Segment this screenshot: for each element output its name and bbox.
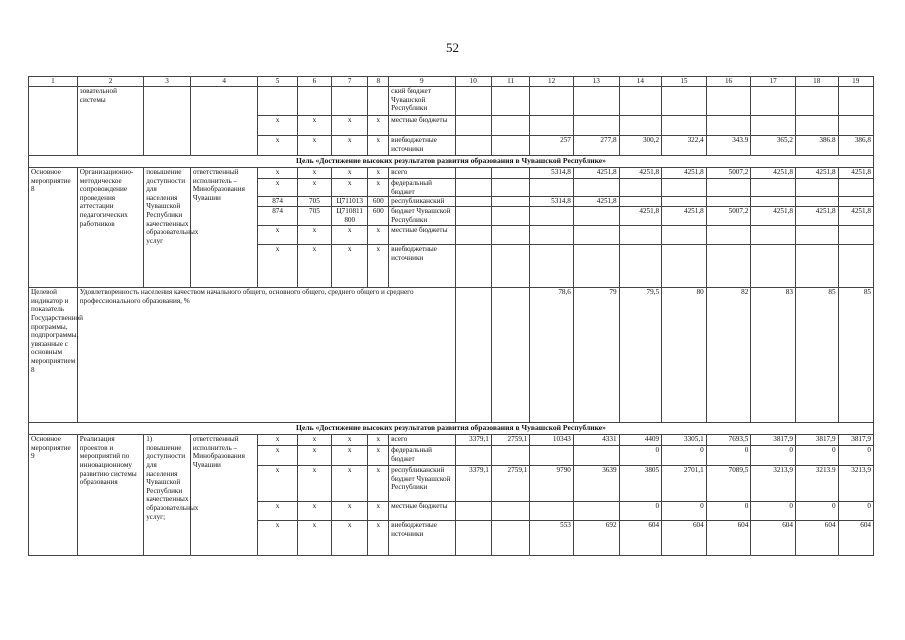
value-cell: 2759,1 <box>491 466 529 502</box>
indicator-value: 82 <box>706 288 751 423</box>
value-cell <box>573 245 619 288</box>
value-cell <box>491 226 529 245</box>
value-cell <box>619 179 662 197</box>
value-cell: 0 <box>619 502 662 521</box>
value-cell: 4251,8 <box>619 168 662 179</box>
goal-title: Цель «Достижение высоких результатов развития образования в Чувашской Республике» <box>29 423 874 435</box>
code-cell: x <box>368 502 389 521</box>
code-cell: x <box>368 179 389 197</box>
value-cell <box>751 87 796 116</box>
funding-source: внебюджетные источники <box>389 136 455 156</box>
code-cell: x <box>368 245 389 288</box>
code-cell: x <box>332 521 368 556</box>
code-cell: x <box>297 446 331 466</box>
program-table <box>28 76 874 556</box>
value-cell: 4409 <box>619 435 662 446</box>
value-cell <box>491 136 529 156</box>
value-cell <box>573 179 619 197</box>
value-cell <box>455 288 491 423</box>
value-cell: 0 <box>662 446 707 466</box>
value-cell <box>491 87 529 116</box>
value-cell <box>455 226 491 245</box>
value-cell: 0 <box>619 446 662 466</box>
code-cell: x <box>332 245 368 288</box>
code-cell: Ц711013 <box>332 197 368 207</box>
value-cell <box>530 87 574 116</box>
code-cell: x <box>297 435 331 446</box>
value-cell <box>455 116 491 136</box>
code-cell <box>297 87 331 116</box>
column-number: 17 <box>751 77 796 87</box>
value-cell: 3379,1 <box>455 435 491 446</box>
code-cell: x <box>297 136 331 156</box>
value-cell: 0 <box>751 446 796 466</box>
funding-source: внебюджетные источники <box>389 521 455 556</box>
value-cell <box>455 168 491 179</box>
code-cell: x <box>297 226 331 245</box>
value-cell: 0 <box>795 446 838 466</box>
value-cell: 4251,8 <box>662 207 707 226</box>
code-cell: x <box>332 168 368 179</box>
code-cell <box>368 87 389 116</box>
code-cell: x <box>258 116 297 136</box>
column-number: 14 <box>619 77 662 87</box>
code-cell: 600 <box>368 207 389 226</box>
column-number: 7 <box>332 77 368 87</box>
value-cell <box>619 197 662 207</box>
column-number: 8 <box>368 77 389 87</box>
value-cell <box>455 207 491 226</box>
code-cell: 705 <box>297 207 331 226</box>
code-cell <box>258 87 297 116</box>
value-cell <box>491 168 529 179</box>
col3-empty <box>144 87 191 156</box>
code-cell: x <box>258 179 297 197</box>
code-cell: x <box>258 136 297 156</box>
value-cell <box>662 197 707 207</box>
indicator-value: 78,6 <box>530 288 574 423</box>
funding-source: местные бюджеты <box>389 502 455 521</box>
value-cell <box>491 521 529 556</box>
column-number: 19 <box>838 77 873 87</box>
column-number: 6 <box>297 77 331 87</box>
value-cell: 3817,9 <box>838 435 873 446</box>
value-cell <box>751 179 796 197</box>
funding-source: республиканский <box>389 197 455 207</box>
value-cell <box>530 116 574 136</box>
value-cell <box>530 226 574 245</box>
funding-source: местные бюджеты <box>389 226 455 245</box>
column-number: 4 <box>190 77 257 87</box>
value-cell: 2759,1 <box>491 435 529 446</box>
value-cell: 0 <box>706 446 751 466</box>
code-cell: x <box>297 521 331 556</box>
value-cell: 692 <box>573 521 619 556</box>
value-cell: 4251,8 <box>838 168 873 179</box>
value-cell <box>795 226 838 245</box>
value-cell <box>455 87 491 116</box>
code-cell: x <box>258 502 297 521</box>
value-cell: 5007,2 <box>706 168 751 179</box>
code-cell: x <box>368 446 389 466</box>
code-cell: x <box>332 502 368 521</box>
code-cell: x <box>297 502 331 521</box>
code-cell: 874 <box>258 207 297 226</box>
code-cell: x <box>297 116 331 136</box>
code-cell: x <box>368 466 389 502</box>
code-cell: x <box>258 226 297 245</box>
value-cell <box>662 116 707 136</box>
event8-row <box>29 168 874 179</box>
value-cell: 4251,8 <box>751 168 796 179</box>
value-cell <box>838 245 873 288</box>
code-cell: x <box>258 446 297 466</box>
value-cell <box>573 87 619 116</box>
value-cell <box>619 226 662 245</box>
indicator-value: 79,5 <box>619 288 662 423</box>
event-name: Организационно-методическое сопровождение проведения аттестации педагогических работников <box>77 168 143 288</box>
value-cell: 322,4 <box>662 136 707 156</box>
value-cell <box>662 226 707 245</box>
value-cell: 277,8 <box>573 136 619 156</box>
column-number: 1 <box>29 77 78 87</box>
funding-source: республиканский бюджет Чувашской Республики <box>389 466 455 502</box>
value-cell <box>795 179 838 197</box>
value-cell <box>491 179 529 197</box>
col1-empty <box>29 87 78 156</box>
value-cell: 3305,1 <box>662 435 707 446</box>
value-cell <box>619 87 662 116</box>
code-cell: x <box>332 226 368 245</box>
value-cell <box>455 446 491 466</box>
column-number: 16 <box>706 77 751 87</box>
value-cell: 386,8 <box>838 136 873 156</box>
event-label: Основное мероприятие 9 <box>29 435 78 556</box>
value-cell <box>751 116 796 136</box>
value-cell: 3805 <box>619 466 662 502</box>
value-cell <box>491 245 529 288</box>
indicator-label: Целевой индикатор и показатель Государственной программы, подпрограммы, увязанные с основным мероприятием 8 <box>29 288 78 423</box>
value-cell: 5314,8 <box>530 197 574 207</box>
indicator-value: 80 <box>662 288 707 423</box>
funding-source: всего <box>389 435 455 446</box>
value-cell: 4251,8 <box>795 207 838 226</box>
value-cell <box>573 226 619 245</box>
indicator-value: 85 <box>795 288 838 423</box>
value-cell: 0 <box>838 502 873 521</box>
value-cell: 5314,8 <box>530 168 574 179</box>
value-cell: 300,2 <box>619 136 662 156</box>
code-cell: Ц710811 800 <box>332 207 368 226</box>
value-cell: 0 <box>838 446 873 466</box>
value-cell: 4251,8 <box>573 168 619 179</box>
indicator-value: 79 <box>573 288 619 423</box>
value-cell <box>706 179 751 197</box>
goal-title: Цель «Достижение высоких результатов развития образования в Чувашской Республике» <box>29 156 874 168</box>
code-cell: x <box>332 136 368 156</box>
indicator-row <box>29 288 874 423</box>
value-cell <box>751 245 796 288</box>
funding-source: ский бюджет Чувашской Республики <box>389 87 455 116</box>
code-cell: 705 <box>297 197 331 207</box>
value-cell: 4251,8 <box>619 207 662 226</box>
executor: ответственный исполнитель – Минобразования Чувашии <box>190 435 257 556</box>
code-cell: x <box>368 226 389 245</box>
value-cell: 0 <box>662 502 707 521</box>
value-cell: 604 <box>795 521 838 556</box>
value-cell: 0 <box>795 502 838 521</box>
indicator-value: 85 <box>838 288 873 423</box>
column-number: 3 <box>144 77 191 87</box>
top_block-row <box>29 87 874 116</box>
column-number: 11 <box>491 77 529 87</box>
value-cell: 604 <box>751 521 796 556</box>
value-cell <box>751 197 796 207</box>
value-cell: 3639 <box>573 466 619 502</box>
code-cell: x <box>258 245 297 288</box>
code-cell: x <box>332 179 368 197</box>
value-cell: 4251,8 <box>795 168 838 179</box>
value-cell <box>795 87 838 116</box>
code-cell: x <box>258 435 297 446</box>
value-cell <box>530 446 574 466</box>
funding-source: всего <box>389 168 455 179</box>
value-cell: 3213,9 <box>838 466 873 502</box>
value-cell <box>795 197 838 207</box>
column-number: 18 <box>795 77 838 87</box>
column-number: 10 <box>455 77 491 87</box>
value-cell <box>530 245 574 288</box>
column-number-row <box>29 77 874 87</box>
value-cell: 0 <box>706 502 751 521</box>
code-cell: x <box>332 466 368 502</box>
value-cell <box>530 502 574 521</box>
value-cell <box>662 179 707 197</box>
value-cell: 4251,8 <box>573 197 619 207</box>
value-cell: 604 <box>662 521 707 556</box>
value-cell: 4251,8 <box>751 207 796 226</box>
event-goal: повышение доступности для населения Чувашской Республики качественных образовательных услуг <box>144 168 191 288</box>
value-cell: 9790 <box>530 466 574 502</box>
value-cell: 3379,1 <box>455 466 491 502</box>
value-cell: 4251,8 <box>662 168 707 179</box>
value-cell <box>751 226 796 245</box>
value-cell <box>619 116 662 136</box>
value-cell <box>706 197 751 207</box>
value-cell <box>573 446 619 466</box>
value-cell <box>491 502 529 521</box>
event-label: Основное мероприятие 8 <box>29 168 78 288</box>
indicator-value: 83 <box>751 288 796 423</box>
funding-source: внебюджетные источники <box>389 245 455 288</box>
value-cell: 553 <box>530 521 574 556</box>
value-cell: 343.9 <box>706 136 751 156</box>
value-cell: 10343 <box>530 435 574 446</box>
value-cell: 5007,2 <box>706 207 751 226</box>
code-cell: x <box>332 116 368 136</box>
value-cell: 257 <box>530 136 574 156</box>
value-cell <box>455 521 491 556</box>
value-cell <box>455 179 491 197</box>
funding-source: бюджет Чувашской Республики <box>389 207 455 226</box>
value-cell: 604 <box>838 521 873 556</box>
value-cell <box>619 245 662 288</box>
value-cell: 4331 <box>573 435 619 446</box>
value-cell <box>662 245 707 288</box>
value-cell: 3817,9 <box>751 435 796 446</box>
goal-row <box>29 423 874 435</box>
value-cell: 386.8 <box>795 136 838 156</box>
code-cell: x <box>332 435 368 446</box>
value-cell <box>573 207 619 226</box>
value-cell <box>491 288 529 423</box>
event-name: зовательной системы <box>77 87 143 156</box>
value-cell: 7089,5 <box>706 466 751 502</box>
value-cell <box>838 226 873 245</box>
goal-row <box>29 156 874 168</box>
event-name: Реализация проектов и мероприятий по инновационному развитию системы образования <box>77 435 143 556</box>
code-cell: x <box>258 521 297 556</box>
code-cell: x <box>297 168 331 179</box>
value-cell <box>706 87 751 116</box>
value-cell <box>455 197 491 207</box>
value-cell <box>795 245 838 288</box>
value-cell <box>530 207 574 226</box>
value-cell <box>573 116 619 136</box>
value-cell <box>455 245 491 288</box>
value-cell <box>455 136 491 156</box>
code-cell: x <box>368 168 389 179</box>
column-number: 12 <box>530 77 574 87</box>
value-cell <box>662 87 707 116</box>
event9-row <box>29 435 874 446</box>
code-cell: x <box>368 136 389 156</box>
col4-empty <box>190 87 257 156</box>
value-cell: 3213.9 <box>795 466 838 502</box>
value-cell: 365,2 <box>751 136 796 156</box>
value-cell <box>838 116 873 136</box>
column-number: 15 <box>662 77 707 87</box>
value-cell <box>491 197 529 207</box>
value-cell: 3817,9 <box>795 435 838 446</box>
code-cell: x <box>368 521 389 556</box>
funding-source: федеральный бюджет <box>389 179 455 197</box>
value-cell <box>706 226 751 245</box>
code-cell: x <box>332 446 368 466</box>
value-cell <box>838 197 873 207</box>
value-cell: 2701,1 <box>662 466 707 502</box>
code-cell: x <box>258 168 297 179</box>
column-number: 9 <box>389 77 455 87</box>
executor: ответственный исполнитель – Минобразования Чувашии <box>190 168 257 288</box>
value-cell <box>838 87 873 116</box>
code-cell: x <box>297 179 331 197</box>
code-cell: x <box>297 245 331 288</box>
indicator-text: Удовлетворенность населения качеством начального общего, основного общего, среднего общего и среднего профессионального образования, % <box>77 288 455 423</box>
value-cell <box>706 245 751 288</box>
value-cell: 604 <box>706 521 751 556</box>
code-cell: x <box>368 435 389 446</box>
funding-source: федеральный бюджет <box>389 446 455 466</box>
event-goal: 1) повышение доступности для населения Чувашской Республики качественных образовательных услуг; <box>144 435 191 556</box>
value-cell <box>838 179 873 197</box>
value-cell <box>573 502 619 521</box>
value-cell: 0 <box>751 502 796 521</box>
column-number: 5 <box>258 77 297 87</box>
funding-source: местные бюджеты <box>389 116 455 136</box>
value-cell <box>530 179 574 197</box>
value-cell <box>706 116 751 136</box>
code-cell: 874 <box>258 197 297 207</box>
value-cell: 3213,9 <box>751 466 796 502</box>
column-number: 13 <box>573 77 619 87</box>
code-cell: x <box>258 466 297 502</box>
code-cell: 600 <box>368 197 389 207</box>
value-cell <box>455 502 491 521</box>
value-cell: 7693,5 <box>706 435 751 446</box>
value-cell: 4251,8 <box>838 207 873 226</box>
code-cell <box>332 87 368 116</box>
column-number: 2 <box>77 77 143 87</box>
value-cell <box>491 116 529 136</box>
value-cell <box>491 446 529 466</box>
page-number: 52 <box>446 40 459 55</box>
code-cell: x <box>368 116 389 136</box>
code-cell: x <box>297 466 331 502</box>
value-cell <box>795 116 838 136</box>
value-cell: 604 <box>619 521 662 556</box>
value-cell <box>491 207 529 226</box>
